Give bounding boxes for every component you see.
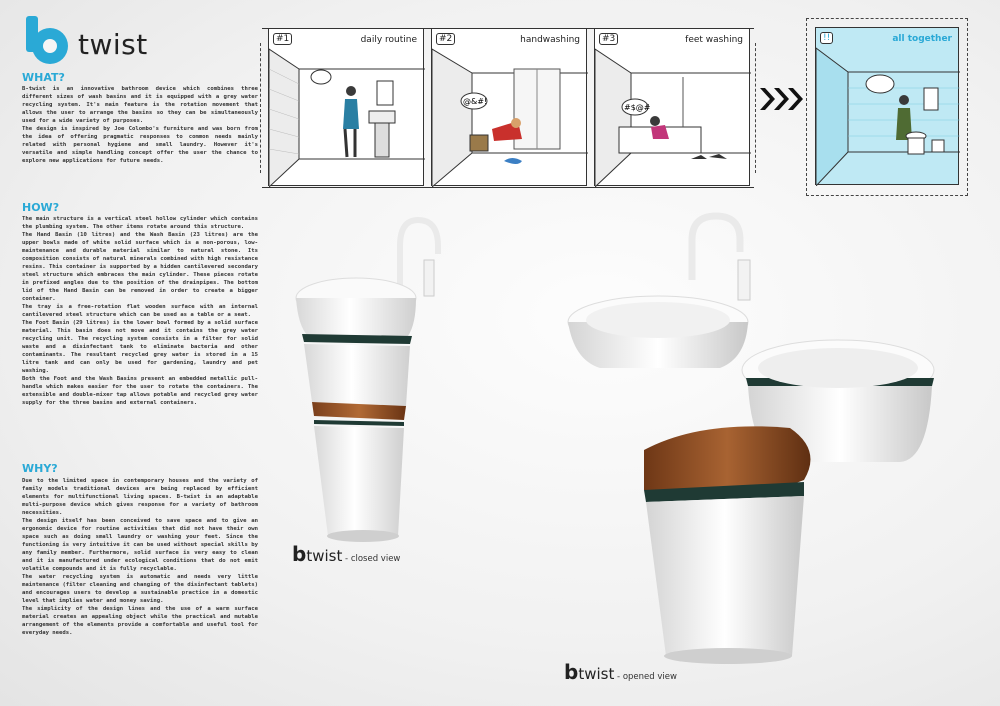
handwashing-illustration bbox=[432, 29, 588, 187]
why-heading: WHY? bbox=[22, 462, 58, 475]
panel-2-bubble: @&#! bbox=[463, 97, 488, 106]
closed-view-render bbox=[288, 206, 458, 546]
final-panel-number: !! bbox=[820, 32, 833, 44]
all-together-frame bbox=[815, 27, 959, 185]
how-paragraph-2: The Hand Basin (10 litres) and the Wash Basin (23 litres) are the upper bowls made of white solid surface which is a non-porous, low-maintenance and durable material similar to natural stone. Its composition consists of natural minerals combined with high resistance resins. This container is supported by a hidden cantilevered secondary steel structure which embraces the main cylinder. These pieces rotate in prefixed angles due to the position of the drainpipes. The bottom lid of the Hand Basin can be removed in order to create a bigger container. bbox=[22, 232, 258, 302]
panel-3-title: feet washing bbox=[685, 35, 743, 45]
what-paragraph-2: The design is inspired by Joe Colombo's furniture and was born from the idea of offering pragmatic responses to common needs mainly related with personal hygiene and small laundry. However it's versatile and simple handling concept offer the user the chance to explore new applications for future needs. bbox=[22, 126, 258, 164]
all-together-illustration bbox=[816, 28, 960, 186]
daily-routine-illustration bbox=[269, 29, 425, 187]
feet-washing-illustration bbox=[595, 29, 751, 187]
strip-dash-right bbox=[755, 43, 756, 173]
panel-3-number: #3 bbox=[599, 33, 618, 45]
how-paragraph-3: The tray is a free-rotation flat wooden surface with an internal cantilevered steel structure which can be used as a table or a seat. bbox=[22, 304, 258, 318]
panel-1-title: daily routine bbox=[360, 35, 417, 45]
opened-caption-suffix: - opened view bbox=[617, 672, 677, 682]
panel-all-together bbox=[806, 18, 968, 196]
strip-dash-left bbox=[260, 43, 261, 173]
brand-logo bbox=[22, 14, 148, 66]
triple-chevron-icon bbox=[758, 84, 804, 114]
final-panel-title: all together bbox=[892, 34, 952, 44]
opened-view-caption bbox=[564, 660, 677, 684]
b-logo-icon bbox=[22, 14, 78, 66]
why-paragraph-1: Due to the limited space in contemporary houses and the variety of family models traditional devices are being replaced by efficient elements for multifunctional living spaces. B-twist is an adaptable multi-purpose device which gives response for a variety of bathroom necessities. bbox=[22, 478, 258, 516]
why-paragraph-2: The design itself has been conceived to save space and to give an ergonomic device for routine activities that did not have their own space such as doing small laundry or washing your feet. Since the functioning is very intuitive it can be used without special skills by any family member. Furthermore, solid surface is very easy to clean and it is manufactured under ecological conditions that do not emit volatile compounds and it is fully recyclable. bbox=[22, 518, 258, 572]
panel-handwashing bbox=[431, 28, 587, 186]
panel-1-number: #1 bbox=[273, 33, 292, 45]
how-paragraph-1: The main structure is a vertical steel hollow cylinder which contains the plumbing system. The other items rotate around this structure. bbox=[22, 216, 258, 230]
panel-2-title: handwashing bbox=[520, 35, 580, 45]
opened-view-render bbox=[560, 210, 950, 670]
closed-caption-word: twist bbox=[306, 547, 343, 565]
opened-caption-b: b bbox=[564, 660, 579, 684]
panel-daily-routine bbox=[268, 28, 424, 186]
why-paragraph-3: The water recycling system is automatic and needs very little maintenance (filter cleaning and changing of the disinfectant tablets) and encourages users to develop a sustainable practice in a domestic level that implies water and money saving. bbox=[22, 574, 258, 604]
how-text bbox=[22, 215, 258, 407]
panel-2-number: #2 bbox=[436, 33, 455, 45]
brand-wordmark: twist bbox=[78, 28, 148, 61]
why-text bbox=[22, 477, 258, 637]
closed-caption-suffix: - closed view bbox=[345, 554, 401, 564]
what-heading: WHAT? bbox=[22, 71, 65, 84]
panel-feet-washing bbox=[594, 28, 750, 186]
how-paragraph-4: The Foot Basin (29 litres) is the lower bowl formed by a solid surface material. This basin does not move and it contains the grey water recycling unit. The recycling system consists in a filter for solid waste and a disinfectant tank to eliminate bacteria and other contaminants. The resultant recycled grey water is stored in a 15 litre tank and can only be used for gardening, laundry and pet washing. bbox=[22, 320, 258, 374]
what-paragraph-1: B-twist is an innovative bathroom device which combines three different sizes of wash basins and it is equipped with a grey water recycling system. It's main feature is the rotation movement that allows the user to arrange the basins so they can be simultaneously used for a wide variety of purposes. bbox=[22, 86, 258, 124]
how-paragraph-5: Both the Foot and the Wash Basins present an embedded metallic pull-handle which makes easier for the user to rotate the containers. The extensible and double-mixer tap allows potable and recycled grey water supply for the three basins and external containers. bbox=[22, 376, 258, 406]
closed-view-caption bbox=[292, 542, 400, 566]
opened-caption-word: twist bbox=[578, 665, 615, 683]
what-text bbox=[22, 85, 258, 165]
panel-3-bubble: #$@# bbox=[624, 103, 651, 112]
closed-caption-b: b bbox=[292, 542, 307, 566]
why-paragraph-4: The simplicity of the design lines and the use of a warm surface material creates an appealing object while the practical and mutable arrangement of the elements provide a comfortable and useful tool for everyday needs. bbox=[22, 606, 258, 636]
how-heading: HOW? bbox=[22, 201, 60, 214]
